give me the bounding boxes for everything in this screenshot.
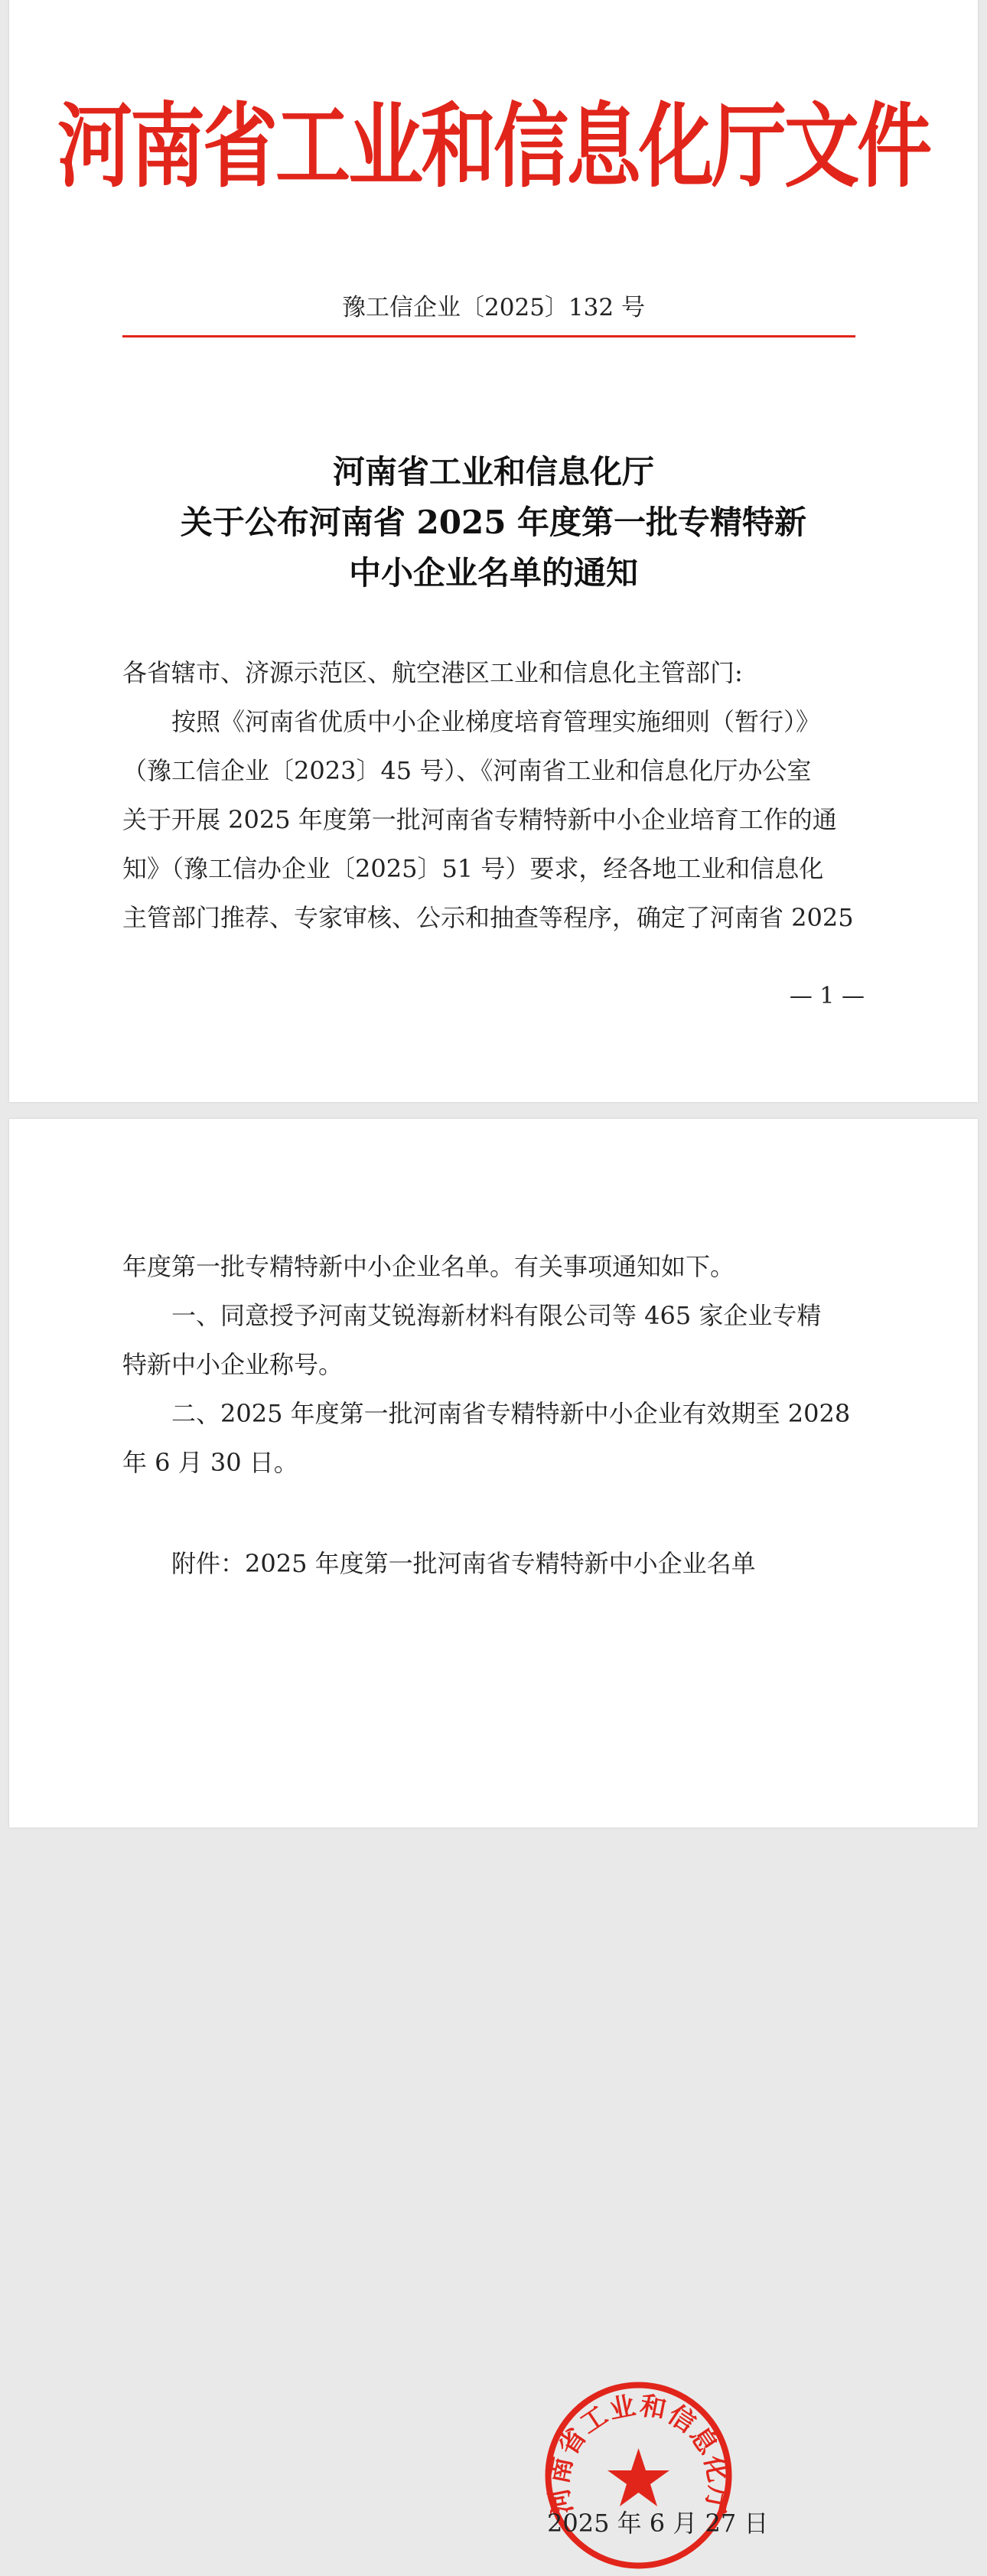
notice-title-line-1: 河南省工业和信息化厅 <box>332 453 654 491</box>
document-page-1 <box>9 0 978 1102</box>
body-line: 主管部门推荐、专家审核、公示和抽查等程序，确定了河南省 2025 <box>122 903 854 932</box>
document-number: 豫工信企业〔2025〕132 号 <box>342 294 645 321</box>
red-divider-line <box>122 335 855 337</box>
notice-title-line-2: 关于公布河南省 2025 年度第一批专精特新 <box>180 504 807 541</box>
body-line: 按照《河南省优质中小企业梯度培育管理实施细则（暂行）》 <box>171 707 821 736</box>
body-line: 年度第一批专精特新中小企业名单。有关事项通知如下。 <box>122 1252 735 1281</box>
body-line: 二、2025 年度第一批河南省专精特新中小企业有效期至 2028 <box>171 1399 851 1428</box>
official-seal <box>541 2378 736 2573</box>
body-line: 年 6 月 30 日。 <box>122 1448 298 1477</box>
seal-star-icon <box>608 2448 669 2506</box>
body-line: （豫工信企业〔2023〕45 号）、《河南省工业和信息化厅办公室 <box>122 756 812 785</box>
attachment-line: 附件：2025 年度第一批河南省专精特新中小企业名单 <box>171 1549 756 1578</box>
document-header-title: 河南省工业和信息化厅文件 <box>57 93 930 201</box>
seal-graphic <box>541 2378 736 2573</box>
body-line: 特新中小企业称号。 <box>122 1350 344 1379</box>
body-line: 知》（豫工信办企业〔2025〕51 号）要求，经各地工业和信息化 <box>122 854 824 883</box>
body-line: 关于开展 2025 年度第一批河南省专精特新中小企业培育工作的通 <box>122 805 837 834</box>
document-page-2 <box>9 1119 978 2538</box>
svg-text:河南省工业和信息化厅: 河南省工业和信息化厅 <box>543 2390 734 2517</box>
notice-title-line-3: 中小企业名单的通知 <box>348 554 638 592</box>
page-number: — 1 — <box>789 983 865 1009</box>
issue-date: 2025 年 6 月 27 日 <box>547 2509 769 2538</box>
body-line: 一、同意授予河南艾锐海新材料有限公司等 465 家企业专精 <box>171 1301 822 1330</box>
addressee: 各省辖市、济源示范区、航空港区工业和信息化主管部门: <box>122 658 743 687</box>
